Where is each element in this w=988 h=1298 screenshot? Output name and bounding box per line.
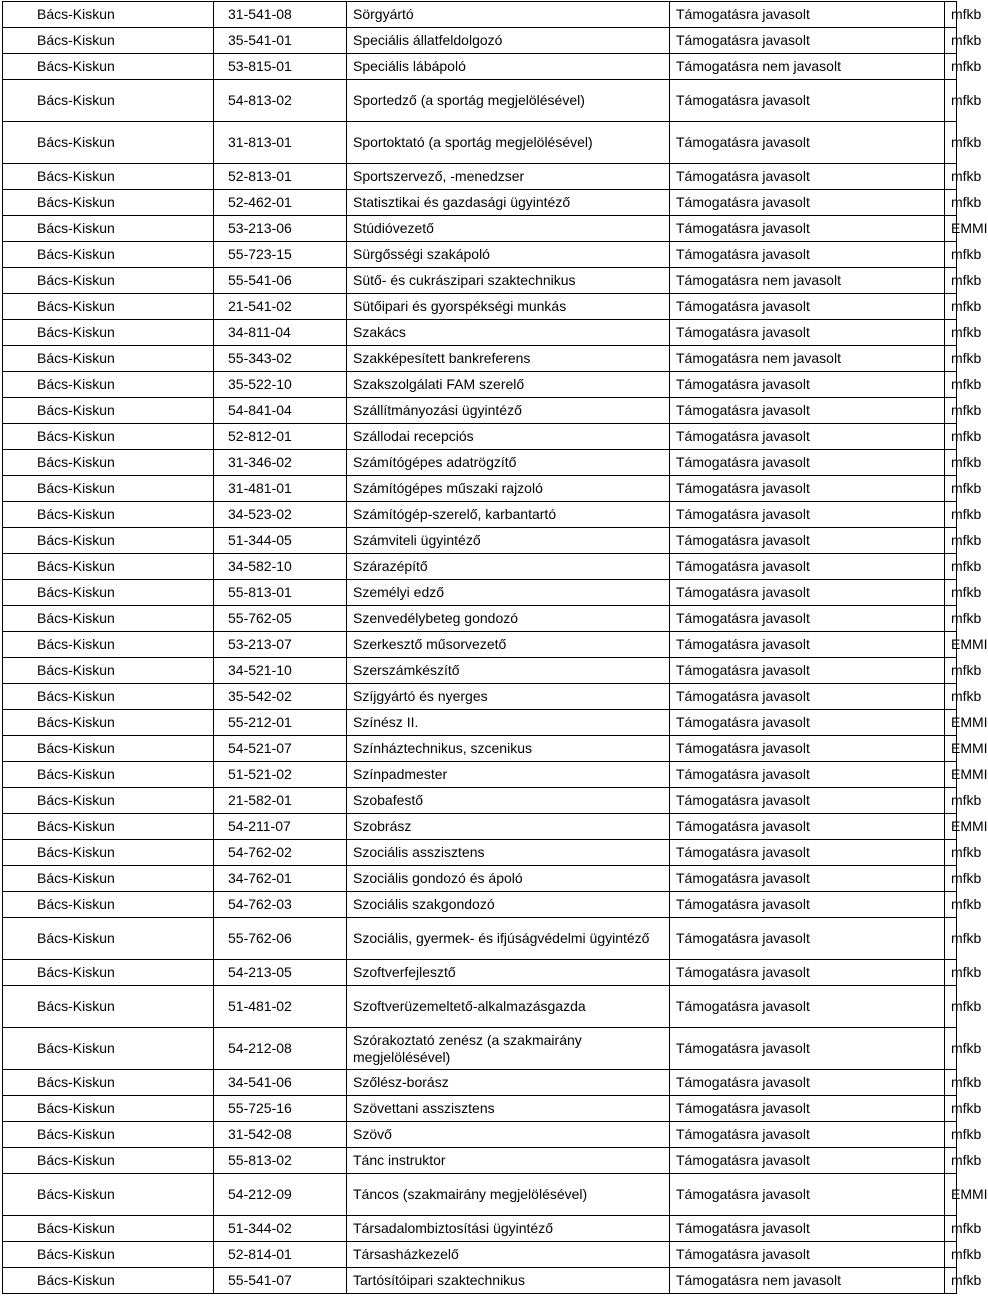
table-row xyxy=(3,28,957,54)
name-cell: Számítógépes adatrögzítő xyxy=(347,450,670,476)
name-cell: Sportszervező, -menedzser xyxy=(347,164,670,190)
org-cell: mfkb xyxy=(945,320,957,346)
code-cell: 31-541-08 xyxy=(214,2,347,28)
org-cell: mfkb xyxy=(945,892,957,918)
name-cell: Szőlész-borász xyxy=(347,1070,670,1096)
table-row xyxy=(3,1174,957,1216)
table-row xyxy=(3,2,957,28)
name-cell: Szociális gondozó és ápoló xyxy=(347,866,670,892)
status-cell: Támogatásra nem javasolt xyxy=(670,1268,945,1294)
code-cell: 55-813-01 xyxy=(214,580,347,606)
table-row xyxy=(3,216,957,242)
code-cell: 54-841-04 xyxy=(214,398,347,424)
name-cell: Szövő xyxy=(347,1122,670,1148)
name-cell: Társadalombiztosítási ügyintéző xyxy=(347,1216,670,1242)
county-cell: Bács-Kiskun xyxy=(3,1268,214,1294)
code-cell: 54-213-05 xyxy=(214,960,347,986)
code-cell: 51-521-02 xyxy=(214,762,347,788)
status-cell: Támogatásra javasolt xyxy=(670,554,945,580)
name-cell: Szenvedélybeteg gondozó xyxy=(347,606,670,632)
status-cell: Támogatásra javasolt xyxy=(670,398,945,424)
org-cell: EMMI xyxy=(945,632,957,658)
table-row xyxy=(3,502,957,528)
county-cell: Bács-Kiskun xyxy=(3,1070,214,1096)
org-cell: mfkb xyxy=(945,450,957,476)
org-cell: EMMI xyxy=(945,736,957,762)
org-cell: mfkb xyxy=(945,840,957,866)
status-cell: Támogatásra javasolt xyxy=(670,710,945,736)
status-cell: Támogatásra javasolt xyxy=(670,1148,945,1174)
name-cell: Sütő- és cukrászipari szaktechnikus xyxy=(347,268,670,294)
code-cell: 34-582-10 xyxy=(214,554,347,580)
org-cell: mfkb xyxy=(945,346,957,372)
table-row xyxy=(3,658,957,684)
table-row xyxy=(3,294,957,320)
status-cell: Támogatásra javasolt xyxy=(670,580,945,606)
table-row xyxy=(3,762,957,788)
org-cell: mfkb xyxy=(945,502,957,528)
org-cell: mfkb xyxy=(945,986,957,1028)
name-cell: Szobafestő xyxy=(347,788,670,814)
org-cell: mfkb xyxy=(945,684,957,710)
name-cell: Szakács xyxy=(347,320,670,346)
status-cell: Támogatásra javasolt xyxy=(670,866,945,892)
county-cell: Bács-Kiskun xyxy=(3,918,214,960)
code-cell: 31-542-08 xyxy=(214,1122,347,1148)
org-cell: mfkb xyxy=(945,294,957,320)
org-cell: mfkb xyxy=(945,242,957,268)
code-cell: 31-481-01 xyxy=(214,476,347,502)
org-cell: mfkb xyxy=(945,1268,957,1294)
code-cell: 31-813-01 xyxy=(214,122,347,164)
status-cell: Támogatásra javasolt xyxy=(670,814,945,840)
code-cell: 55-212-01 xyxy=(214,710,347,736)
org-cell: EMMI xyxy=(945,216,957,242)
county-cell: Bács-Kiskun xyxy=(3,268,214,294)
status-cell: Támogatásra javasolt xyxy=(670,294,945,320)
org-cell: mfkb xyxy=(945,658,957,684)
status-cell: Támogatásra javasolt xyxy=(670,1028,945,1070)
table-row xyxy=(3,424,957,450)
name-cell: Táncos (szakmairány megjelölésével) xyxy=(347,1174,670,1216)
county-cell: Bács-Kiskun xyxy=(3,122,214,164)
org-cell: EMMI xyxy=(945,814,957,840)
org-cell: EMMI xyxy=(945,710,957,736)
name-cell: Szoftverfejlesztő xyxy=(347,960,670,986)
status-cell: Támogatásra javasolt xyxy=(670,1122,945,1148)
status-cell: Támogatásra javasolt xyxy=(670,1096,945,1122)
org-cell: mfkb xyxy=(945,424,957,450)
table-row xyxy=(3,1216,957,1242)
status-cell: Támogatásra javasolt xyxy=(670,528,945,554)
status-cell: Támogatásra javasolt xyxy=(670,476,945,502)
county-cell: Bács-Kiskun xyxy=(3,866,214,892)
county-cell: Bács-Kiskun xyxy=(3,1216,214,1242)
county-cell: Bács-Kiskun xyxy=(3,580,214,606)
name-cell: Speciális lábápoló xyxy=(347,54,670,80)
county-cell: Bács-Kiskun xyxy=(3,372,214,398)
table-row xyxy=(3,1268,957,1294)
status-cell: Támogatásra javasolt xyxy=(670,632,945,658)
table-row xyxy=(3,450,957,476)
status-cell: Támogatásra javasolt xyxy=(670,788,945,814)
code-cell: 35-541-01 xyxy=(214,28,347,54)
org-cell: mfkb xyxy=(945,606,957,632)
code-cell: 31-346-02 xyxy=(214,450,347,476)
county-cell: Bács-Kiskun xyxy=(3,242,214,268)
table-row xyxy=(3,122,957,164)
county-cell: Bács-Kiskun xyxy=(3,1122,214,1148)
org-cell: mfkb xyxy=(945,28,957,54)
code-cell: 53-213-07 xyxy=(214,632,347,658)
code-cell: 35-522-10 xyxy=(214,372,347,398)
code-cell: 51-344-05 xyxy=(214,528,347,554)
status-cell: Támogatásra javasolt xyxy=(670,986,945,1028)
county-cell: Bács-Kiskun xyxy=(3,346,214,372)
org-cell: mfkb xyxy=(945,918,957,960)
county-cell: Bács-Kiskun xyxy=(3,960,214,986)
county-cell: Bács-Kiskun xyxy=(3,606,214,632)
table-row xyxy=(3,892,957,918)
table-row xyxy=(3,476,957,502)
code-cell: 53-815-01 xyxy=(214,54,347,80)
status-cell: Támogatásra javasolt xyxy=(670,502,945,528)
table-row xyxy=(3,1028,957,1070)
code-cell: 34-521-10 xyxy=(214,658,347,684)
table-body xyxy=(3,2,988,1294)
code-cell: 52-813-01 xyxy=(214,164,347,190)
county-cell: Bács-Kiskun xyxy=(3,216,214,242)
name-cell: Szakképesített bankreferens xyxy=(347,346,670,372)
county-cell: Bács-Kiskun xyxy=(3,476,214,502)
status-cell: Támogatásra javasolt xyxy=(670,606,945,632)
status-cell: Támogatásra javasolt xyxy=(670,80,945,122)
code-cell: 53-213-06 xyxy=(214,216,347,242)
table-row xyxy=(3,242,957,268)
table-row xyxy=(3,788,957,814)
county-cell: Bács-Kiskun xyxy=(3,736,214,762)
name-cell: Színháztechnikus, szcenikus xyxy=(347,736,670,762)
name-cell: Szobrász xyxy=(347,814,670,840)
status-cell: Támogatásra javasolt xyxy=(670,892,945,918)
org-cell: mfkb xyxy=(945,788,957,814)
status-cell: Támogatásra javasolt xyxy=(670,216,945,242)
org-cell: mfkb xyxy=(945,1070,957,1096)
table-row xyxy=(3,736,957,762)
name-cell: Színpadmester xyxy=(347,762,670,788)
code-cell: 34-541-06 xyxy=(214,1070,347,1096)
status-cell: Támogatásra javasolt xyxy=(670,320,945,346)
org-cell: mfkb xyxy=(945,476,957,502)
table-row xyxy=(3,606,957,632)
status-cell: Támogatásra javasolt xyxy=(670,736,945,762)
county-cell: Bács-Kiskun xyxy=(3,80,214,122)
code-cell: 34-523-02 xyxy=(214,502,347,528)
code-cell: 51-481-02 xyxy=(214,986,347,1028)
status-cell: Támogatásra nem javasolt xyxy=(670,346,945,372)
county-cell: Bács-Kiskun xyxy=(3,398,214,424)
county-cell: Bács-Kiskun xyxy=(3,450,214,476)
table-row xyxy=(3,918,957,960)
county-cell: Bács-Kiskun xyxy=(3,658,214,684)
name-cell: Számítógép-szerelő, karbantartó xyxy=(347,502,670,528)
code-cell: 55-762-06 xyxy=(214,918,347,960)
org-cell: mfkb xyxy=(945,122,957,164)
name-cell: Tartósítóipari szaktechnikus xyxy=(347,1268,670,1294)
code-cell: 55-343-02 xyxy=(214,346,347,372)
name-cell: Személyi edző xyxy=(347,580,670,606)
org-cell: mfkb xyxy=(945,54,957,80)
status-cell: Támogatásra javasolt xyxy=(670,840,945,866)
name-cell: Sportedző (a sportág megjelölésével) xyxy=(347,80,670,122)
county-cell: Bács-Kiskun xyxy=(3,320,214,346)
table-row xyxy=(3,1096,957,1122)
name-cell: Szállodai recepciós xyxy=(347,424,670,450)
table-row xyxy=(3,710,957,736)
status-cell: Támogatásra javasolt xyxy=(670,1174,945,1216)
table-row xyxy=(3,372,957,398)
name-cell: Számítógépes műszaki rajzoló xyxy=(347,476,670,502)
table-row xyxy=(3,346,957,372)
county-cell: Bács-Kiskun xyxy=(3,840,214,866)
org-cell: mfkb xyxy=(945,866,957,892)
code-cell: 55-762-05 xyxy=(214,606,347,632)
code-cell: 54-762-02 xyxy=(214,840,347,866)
table-row xyxy=(3,866,957,892)
county-cell: Bács-Kiskun xyxy=(3,1028,214,1070)
county-cell: Bács-Kiskun xyxy=(3,986,214,1028)
county-cell: Bács-Kiskun xyxy=(3,788,214,814)
code-cell: 34-811-04 xyxy=(214,320,347,346)
org-cell: mfkb xyxy=(945,1122,957,1148)
status-cell: Támogatásra nem javasolt xyxy=(670,268,945,294)
org-cell: mfkb xyxy=(945,164,957,190)
county-cell: Bács-Kiskun xyxy=(3,502,214,528)
status-cell: Támogatásra javasolt xyxy=(670,450,945,476)
status-cell: Támogatásra javasolt xyxy=(670,1216,945,1242)
name-cell: Szoftverüzemeltető-alkalmazásgazda xyxy=(347,986,670,1028)
code-cell: 51-344-02 xyxy=(214,1216,347,1242)
code-cell: 54-212-09 xyxy=(214,1174,347,1216)
name-cell: Színész II. xyxy=(347,710,670,736)
county-cell: Bács-Kiskun xyxy=(3,2,214,28)
code-cell: 52-812-01 xyxy=(214,424,347,450)
code-cell: 54-813-02 xyxy=(214,80,347,122)
table-row xyxy=(3,164,957,190)
status-cell: Támogatásra javasolt xyxy=(670,424,945,450)
county-cell: Bács-Kiskun xyxy=(3,554,214,580)
name-cell: Speciális állatfeldolgozó xyxy=(347,28,670,54)
table-row xyxy=(3,398,957,424)
name-cell: Számviteli ügyintéző xyxy=(347,528,670,554)
name-cell: Szíjgyártó és nyerges xyxy=(347,684,670,710)
table-row xyxy=(3,580,957,606)
county-cell: Bács-Kiskun xyxy=(3,1096,214,1122)
status-cell: Támogatásra javasolt xyxy=(670,242,945,268)
status-cell: Támogatásra javasolt xyxy=(670,918,945,960)
name-cell: Szociális asszisztens xyxy=(347,840,670,866)
org-cell: mfkb xyxy=(945,1096,957,1122)
county-cell: Bács-Kiskun xyxy=(3,1148,214,1174)
code-cell: 21-541-02 xyxy=(214,294,347,320)
status-cell: Támogatásra javasolt xyxy=(670,164,945,190)
table-row xyxy=(3,268,957,294)
code-cell: 54-212-08 xyxy=(214,1028,347,1070)
table-row xyxy=(3,814,957,840)
county-cell: Bács-Kiskun xyxy=(3,190,214,216)
org-cell: mfkb xyxy=(945,960,957,986)
name-cell: Sürgősségi szakápoló xyxy=(347,242,670,268)
status-cell: Támogatásra javasolt xyxy=(670,28,945,54)
status-cell: Támogatásra javasolt xyxy=(670,1070,945,1096)
code-cell: 55-541-06 xyxy=(214,268,347,294)
county-cell: Bács-Kiskun xyxy=(3,892,214,918)
code-cell: 55-813-02 xyxy=(214,1148,347,1174)
code-cell: 55-725-16 xyxy=(214,1096,347,1122)
status-cell: Támogatásra javasolt xyxy=(670,658,945,684)
status-cell: Támogatásra javasolt xyxy=(670,1242,945,1268)
org-cell: mfkb xyxy=(945,398,957,424)
county-cell: Bács-Kiskun xyxy=(3,28,214,54)
org-cell: mfkb xyxy=(945,372,957,398)
county-cell: Bács-Kiskun xyxy=(3,1242,214,1268)
status-cell: Támogatásra javasolt xyxy=(670,190,945,216)
county-cell: Bács-Kiskun xyxy=(3,762,214,788)
name-cell: Szállítmányozási ügyintéző xyxy=(347,398,670,424)
table-row xyxy=(3,1148,957,1174)
org-cell: mfkb xyxy=(945,1028,957,1070)
table-row xyxy=(3,1070,957,1096)
name-cell: Szociális szakgondozó xyxy=(347,892,670,918)
county-cell: Bács-Kiskun xyxy=(3,1174,214,1216)
county-cell: Bács-Kiskun xyxy=(3,424,214,450)
code-cell: 52-462-01 xyxy=(214,190,347,216)
status-cell: Támogatásra javasolt xyxy=(670,684,945,710)
table-row xyxy=(3,840,957,866)
table-row xyxy=(3,320,957,346)
table-row xyxy=(3,554,957,580)
table-row xyxy=(3,684,957,710)
name-cell: Szakszolgálati FAM szerelő xyxy=(347,372,670,398)
org-cell: mfkb xyxy=(945,80,957,122)
name-cell: Szociális, gyermek- és ifjúságvédelmi ügyintéző xyxy=(347,918,670,960)
county-cell: Bács-Kiskun xyxy=(3,294,214,320)
name-cell: Sütőipari és gyorspékségi munkás xyxy=(347,294,670,320)
org-cell: EMMI xyxy=(945,1174,957,1216)
name-cell: Statisztikai és gazdasági ügyintéző xyxy=(347,190,670,216)
name-cell: Stúdióvezető xyxy=(347,216,670,242)
county-cell: Bács-Kiskun xyxy=(3,54,214,80)
code-cell: 52-814-01 xyxy=(214,1242,347,1268)
name-cell: Szerkesztő műsorvezető xyxy=(347,632,670,658)
county-cell: Bács-Kiskun xyxy=(3,528,214,554)
status-cell: Támogatásra javasolt xyxy=(670,122,945,164)
table-row xyxy=(3,80,957,122)
status-cell: Támogatásra javasolt xyxy=(670,960,945,986)
table-row xyxy=(3,960,957,986)
org-cell: mfkb xyxy=(945,2,957,28)
name-cell: Szárazépítő xyxy=(347,554,670,580)
table-row xyxy=(3,528,957,554)
table-row xyxy=(3,190,957,216)
name-cell: Szövettani asszisztens xyxy=(347,1096,670,1122)
name-cell: Szórakoztató zenész (a szakmairány megjelölésével) xyxy=(347,1028,670,1070)
status-cell: Támogatásra javasolt xyxy=(670,2,945,28)
code-cell: 54-762-03 xyxy=(214,892,347,918)
table-row xyxy=(3,54,957,80)
org-cell: mfkb xyxy=(945,1216,957,1242)
name-cell: Tánc instruktor xyxy=(347,1148,670,1174)
org-cell: mfkb xyxy=(945,190,957,216)
table-row xyxy=(3,1122,957,1148)
name-cell: Sörgyártó xyxy=(347,2,670,28)
county-cell: Bács-Kiskun xyxy=(3,684,214,710)
name-cell: Szerszámkészítő xyxy=(347,658,670,684)
code-cell: 55-723-15 xyxy=(214,242,347,268)
status-cell: Támogatásra javasolt xyxy=(670,372,945,398)
org-cell: mfkb xyxy=(945,580,957,606)
county-cell: Bács-Kiskun xyxy=(3,632,214,658)
org-cell: EMMI xyxy=(945,762,957,788)
org-cell: mfkb xyxy=(945,528,957,554)
county-cell: Bács-Kiskun xyxy=(3,710,214,736)
code-cell: 21-582-01 xyxy=(214,788,347,814)
name-cell: Sportoktató (a sportág megjelölésével) xyxy=(347,122,670,164)
code-cell: 35-542-02 xyxy=(214,684,347,710)
county-cell: Bács-Kiskun xyxy=(3,814,214,840)
table-row xyxy=(3,986,957,1028)
name-cell: Társasházkezelő xyxy=(347,1242,670,1268)
table-row xyxy=(3,1242,957,1268)
county-cell: Bács-Kiskun xyxy=(3,164,214,190)
org-cell: mfkb xyxy=(945,1148,957,1174)
org-cell: mfkb xyxy=(945,1242,957,1268)
org-cell: mfkb xyxy=(945,554,957,580)
code-cell: 55-541-07 xyxy=(214,1268,347,1294)
qualifications-table xyxy=(2,1,988,1294)
status-cell: Támogatásra nem javasolt xyxy=(670,54,945,80)
org-cell: mfkb xyxy=(945,268,957,294)
code-cell: 54-211-07 xyxy=(214,814,347,840)
code-cell: 34-762-01 xyxy=(214,866,347,892)
status-cell: Támogatásra javasolt xyxy=(670,762,945,788)
code-cell: 54-521-07 xyxy=(214,736,347,762)
table-row xyxy=(3,632,957,658)
